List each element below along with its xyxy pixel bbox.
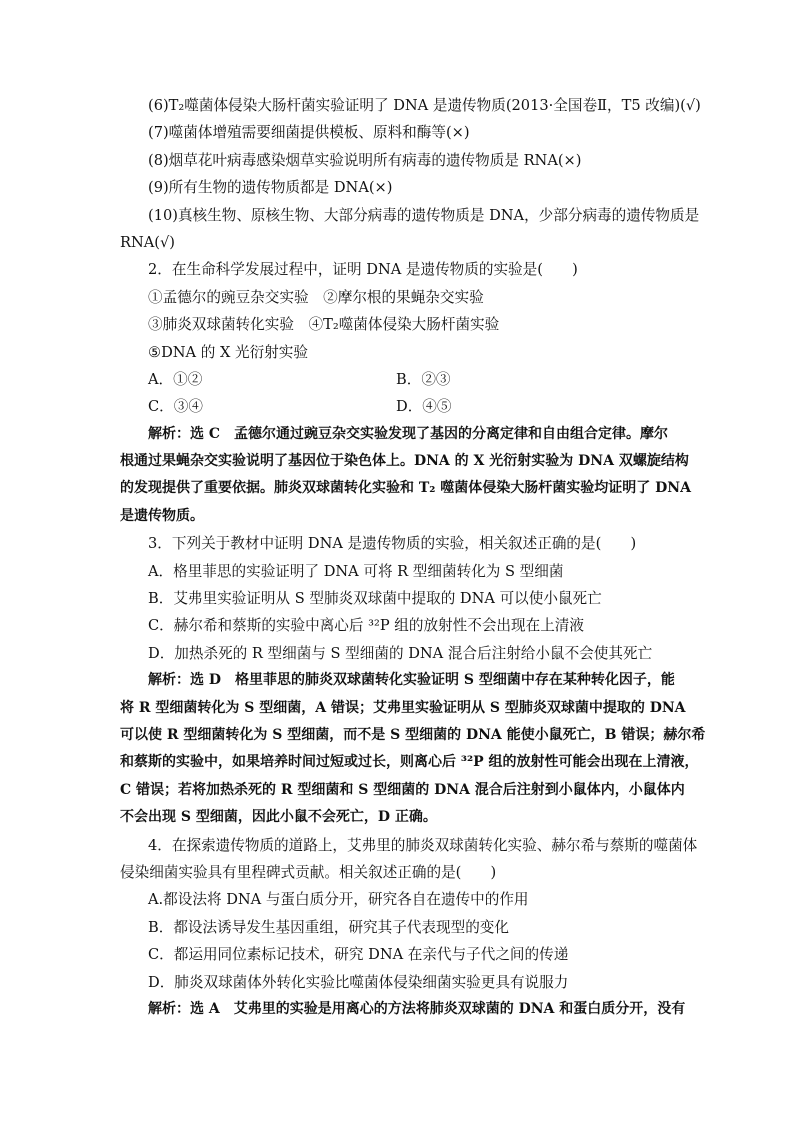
q2-solution-line: 是遗传物质。 xyxy=(120,507,204,524)
q1-item-8: (8)烟草花叶病毒感染烟草实验说明所有病毒的遗传物质是 RNA(×) xyxy=(148,151,582,169)
q4-option-c: C．都运用同位素标记技术，研究 DNA 在亲代与子代之间的传递 xyxy=(148,946,569,964)
q3-option-b: B．艾弗里实验证明从 S 型肺炎双球菌中提取的 DNA 可以使小鼠死亡 xyxy=(148,590,602,608)
document-page xyxy=(120,92,706,1023)
q3-stem: 3．下列关于教材中证明 DNA 是遗传物质的实验，相关叙述正确的是( ) xyxy=(148,535,637,553)
q4-option-a: A.都设法将 DNA 与蛋白质分开，研究各自在遗传中的作用 xyxy=(148,891,529,909)
q2-stem: 2．在生命科学发展过程中，证明 DNA 是遗传物质的实验是( ) xyxy=(148,261,578,279)
q3-solution-line: 将 R 型细菌转化为 S 型细菌，A 错误；艾弗里实验证明从 S 型肺炎双球菌中提取的 DNA xyxy=(120,699,686,716)
q1-item-9: (9)所有生物的遗传物质都是 DNA(×) xyxy=(148,179,393,197)
q1-item-10: (10)真核生物、原核生物、大部分病毒的遗传物质是 DNA，少部分病毒的遗传物质是 xyxy=(148,206,700,224)
q4-stem-cont: 侵染细菌实验具有里程碑式贡献。相关叙述正确的是( ) xyxy=(120,863,497,881)
q2-option-d: D．④⑤ xyxy=(396,398,452,416)
q3-option-c: C．赫尔希和蔡斯的实验中离心后 ³²P 组的放射性不会出现在上清液 xyxy=(148,617,584,635)
q2-item-line: ⑤DNA 的 X 光衍射实验 xyxy=(148,343,308,361)
q3-solution-line: 可以使 R 型细菌转化为 S 型细菌，而不是 S 型细菌的 DNA 能使小鼠死亡，B 错误；赫尔希 xyxy=(120,726,706,743)
q3-solution-line: C 错误；若将加热杀死的 R 型细菌和 S 型细菌的 DNA 混合后注射到小鼠体内，小鼠体内 xyxy=(120,781,685,798)
q2-option-c: C．③④ xyxy=(148,398,203,416)
q2-solution-line: 解析：选 C 孟德尔通过豌豆杂交实验发现了基因的分离定律和自由组合定律。摩尔 xyxy=(148,425,669,442)
q4-option-b: B．都设法诱导发生基因重组，研究其子代表现型的变化 xyxy=(148,918,509,936)
q3-option-d: D．加热杀死的 R 型细菌与 S 型细菌的 DNA 混合后注射给小鼠不会使其死亡 xyxy=(148,644,653,662)
q1-item-10-cont: RNA(√) xyxy=(120,233,175,251)
q3-solution-line: 和蔡斯的实验中，如果培养时间过短或过长，则离心后 ³²P 组的放射性可能会出现在上清液， xyxy=(120,754,699,771)
q2-options-row xyxy=(120,393,676,420)
q2-option-a: A．①② xyxy=(148,370,203,388)
q4-solution-line: 解析：选 A 艾弗里的实验是用离心的方法将肺炎双球菌的 DNA 和蛋白质分开，没有 xyxy=(148,1000,686,1017)
q2-item-line: ③肺炎双球菌转化实验 ④T₂噬菌体侵染大肠杆菌实验 xyxy=(148,316,500,334)
q3-solution-line: 不会出现 S 型细菌，因此小鼠不会死亡，D 正确。 xyxy=(120,809,437,826)
q2-option-b: B．②③ xyxy=(396,370,451,388)
q2-solution-line: 根通过果蝇杂交实验说明了基因位于染色体上。DNA 的 X 光衍射实验为 DNA 双螺旋结构 xyxy=(120,453,689,470)
q2-item-line: ①孟德尔的豌豆杂交实验 ②摩尔根的果蝇杂交实验 xyxy=(148,288,484,306)
q2-solution-line: 的发现提供了重要依据。肺炎双球菌转化实验和 T₂ 噬菌体侵染大肠杆菌实验均证明了 DNA xyxy=(120,480,691,497)
q4-stem: 4．在探索遗传物质的道路上，艾弗里的肺炎双球菌转化实验、赫尔希与蔡斯的噬菌体 xyxy=(148,836,698,854)
q2-options-row xyxy=(120,366,676,393)
q1-item-7: (7)噬菌体增殖需要细菌提供模板、原料和酶等(×) xyxy=(148,124,470,142)
q4-option-d: D．肺炎双球菌体外转化实验比噬菌体侵染细菌实验更具有说服力 xyxy=(148,973,569,991)
q3-option-a: A．格里菲思的实验证明了 DNA 可将 R 型细菌转化为 S 型细菌 xyxy=(148,562,564,580)
q1-item-6: (6)T₂噬菌体侵染大肠杆菌实验证明了 DNA 是遗传物质(2013·全国卷Ⅱ，T5 改编)(√) xyxy=(148,97,701,114)
q3-solution-line: 解析：选 D 格里菲思的肺炎双球菌转化实验证明 S 型细菌中存在某种转化因子，能 xyxy=(148,672,675,689)
